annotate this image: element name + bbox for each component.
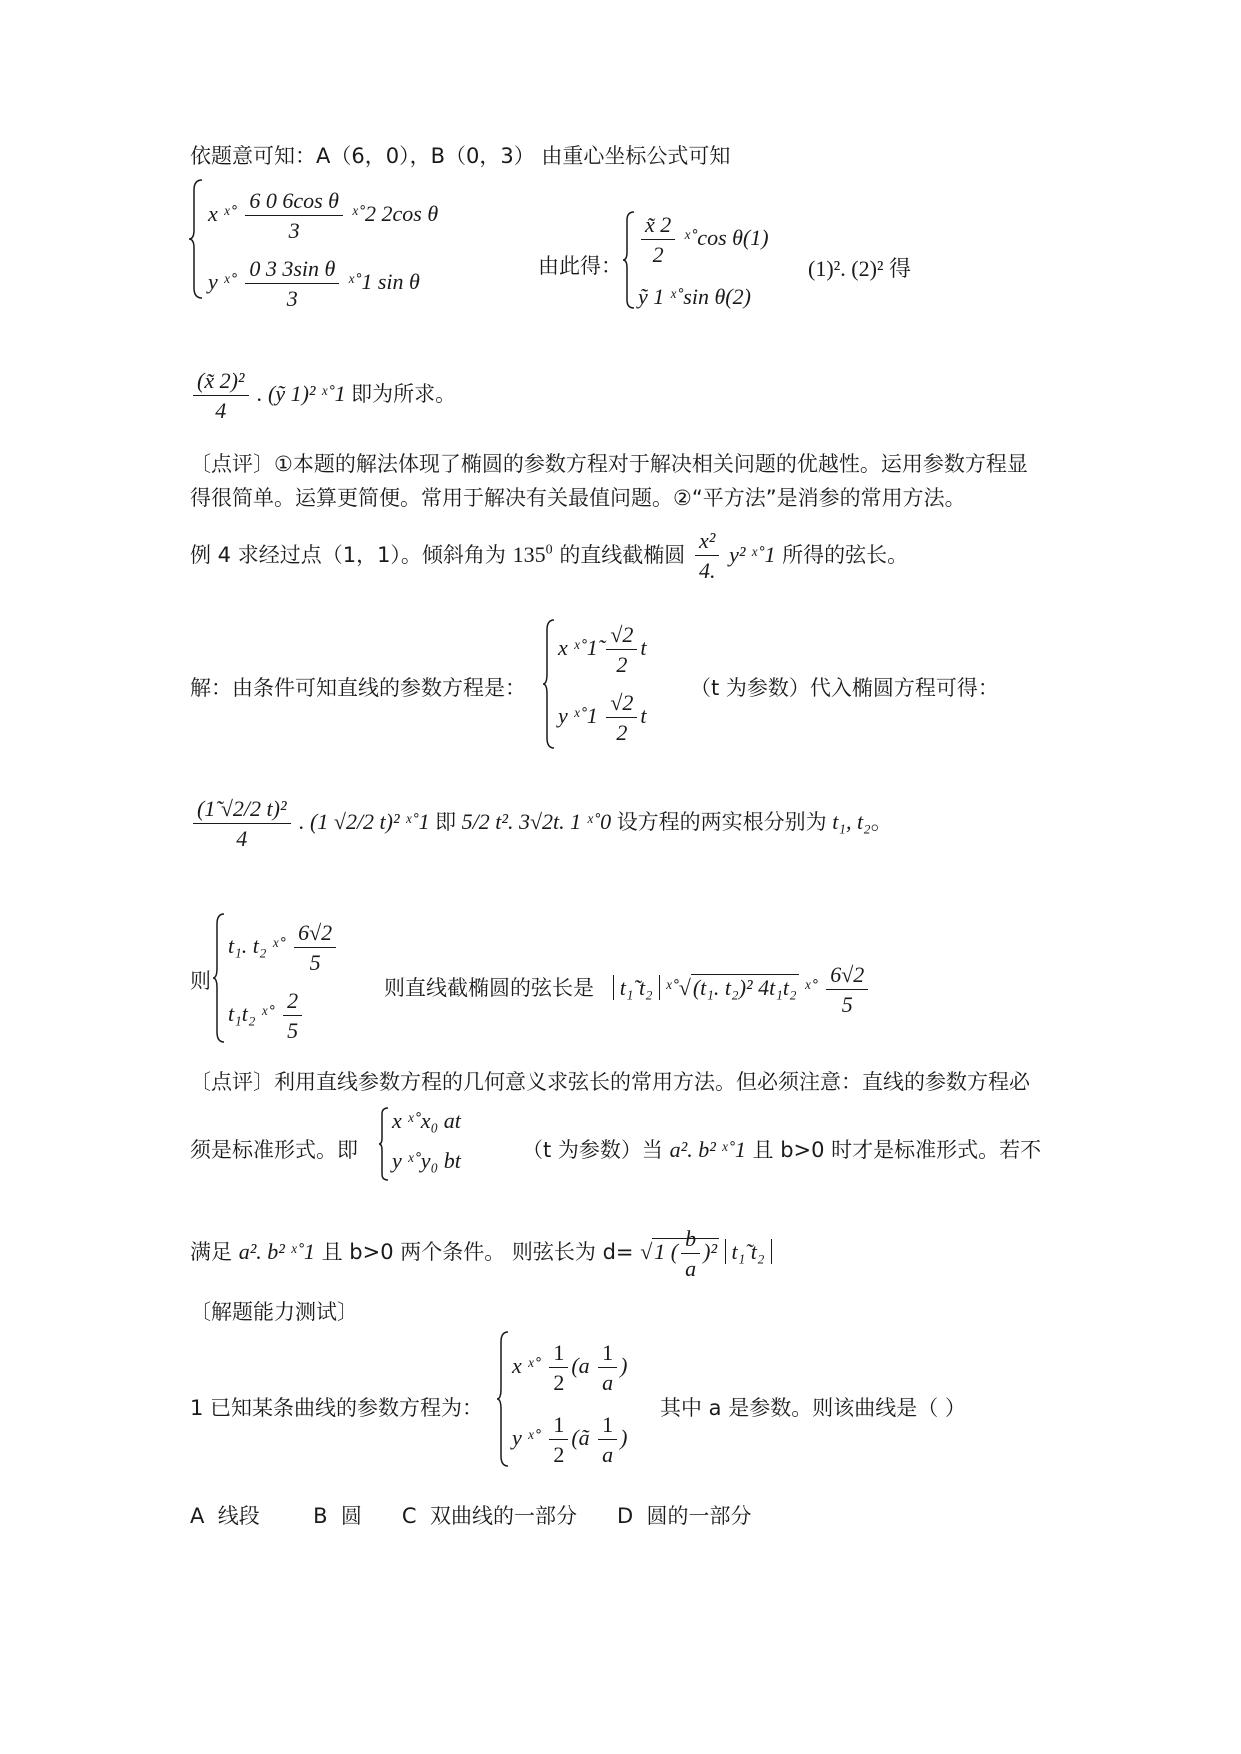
comment2-line1: 〔点评〕利用直线参数方程的几何意义求弦长的常用方法。但必须注意：直线的参数方程必 (190, 1070, 1030, 1094)
solution-pre: 解：由条件可知直线的参数方程是： (190, 676, 526, 700)
system2-row2: ỹ 1 ˣ˚sin θ(2) (638, 284, 751, 309)
left-brace (212, 912, 226, 1044)
system1-row2: y ˣ˚ $\frac{\text{0 3 3sin θ}}{3}$ ˣ˚1 sin θ (208, 256, 420, 312)
test-heading: 〔解题能力测试〕 (190, 1300, 358, 1324)
line-param-row1: x ˣ˚1̃ $\frac{√2}{2}$ t (558, 622, 647, 678)
chord-length-line: 则直线截椭圆的弦长是 t₁̃ t₂ ˣ˚√(t₁. t₂)² 4t₁t₂ ˣ˚ $\frac{6√2}{5}$ (384, 962, 871, 1018)
vieta-ze: 则 (190, 969, 211, 993)
left-brace (542, 618, 556, 750)
left-brace (622, 210, 636, 310)
line-param-row2: y ˣ˚1 $\frac{√2}{2}$ t (558, 690, 647, 746)
from-this-label: 由此得： (538, 254, 622, 278)
left-brace (378, 1106, 390, 1182)
system1-row1: x ˣ˚ $\frac{\text{6 0 6cos θ}}{3}$ ˣ˚2 2cos θ (208, 188, 439, 244)
standard-form-pre: 须是标准形式。即 (190, 1138, 358, 1162)
comment1-line2: 得很简单。运算更简便。常用于解决有关最值问题。②“平方法”是消参的常用方法。 (190, 486, 966, 510)
substitution-line: $\frac{\text{(1̃ √2/2 t)²}}{4}$ . (1 √2/2 t)² ˣ˚1 即 5/2 t². 3√2t. 1 ˣ˚0 设方程的两实根分别为 t₁, t₂。 (190, 796, 893, 852)
question1-post: 其中 a 是参数。则该曲线是（ ） (660, 1396, 966, 1420)
standard-form-post: （t 为参数）当 a². b² ˣ˚1 且 b>0 时才是标准形式。若不 (522, 1137, 1042, 1162)
intro-line: 依题意可知：A（6，0），B（0，3） 由重心坐标公式可知 (190, 144, 731, 168)
question1-row2: y ˣ˚ $\frac{1}{2}$ (ã $\frac{1}{a}$ ) (512, 1412, 628, 1468)
standard-form-row1: x ˣ˚x₀ at (392, 1108, 461, 1133)
example4-line: 例 4 求经过点（1，1）。倾斜角为 $135^0$ 的直线截椭圆 $\frac{\text{x²}}{4.}$ y² ˣ˚1 所得的弦长。 (190, 528, 909, 584)
system2-row1: $\frac{x̃ 2}{2}$ ˣ˚cos θ(1) (638, 212, 769, 268)
chord-formula-line: 满足 a². b² ˣ˚1 且 b>0 两个条件。 则弦长为 d= √1 ( $\frac{b}{a}$ )² t₁̃ t₂ (190, 1226, 772, 1282)
vieta-sum: t₁. t₂ ˣ˚ $\frac{6√2}{5}$ (228, 920, 339, 976)
vieta-product: t₁t₂ ˣ˚ $\frac{2}{5}$ (228, 988, 305, 1044)
answer-options: A 线段 B 圆 C 双曲线的一部分 D 圆的一部分 (190, 1504, 752, 1528)
solution-post: （t 为参数）代入椭圆方程可得： (690, 676, 999, 700)
left-brace (496, 1330, 510, 1468)
left-brace (188, 178, 204, 300)
ellipse-result: $\frac{\text{(x̃ 2)²}}{4}$ . (ỹ 1)² ˣ˚1 即为所求。 (190, 368, 456, 424)
system2-tail: (1)². (2)² 得 (808, 256, 911, 281)
question1-pre: 1 已知某条曲线的参数方程为： (190, 1396, 484, 1420)
standard-form-row2: y ˣ˚y₀ bt (392, 1148, 461, 1173)
question1-row1: x ˣ˚ $\frac{1}{2}$ (a $\frac{1}{a}$ ) (512, 1340, 628, 1396)
comment1-line1: 〔点评〕①本题的解法体现了椭圆的参数方程对于解决相关问题的优越性。运用参数方程显 (190, 452, 1028, 476)
